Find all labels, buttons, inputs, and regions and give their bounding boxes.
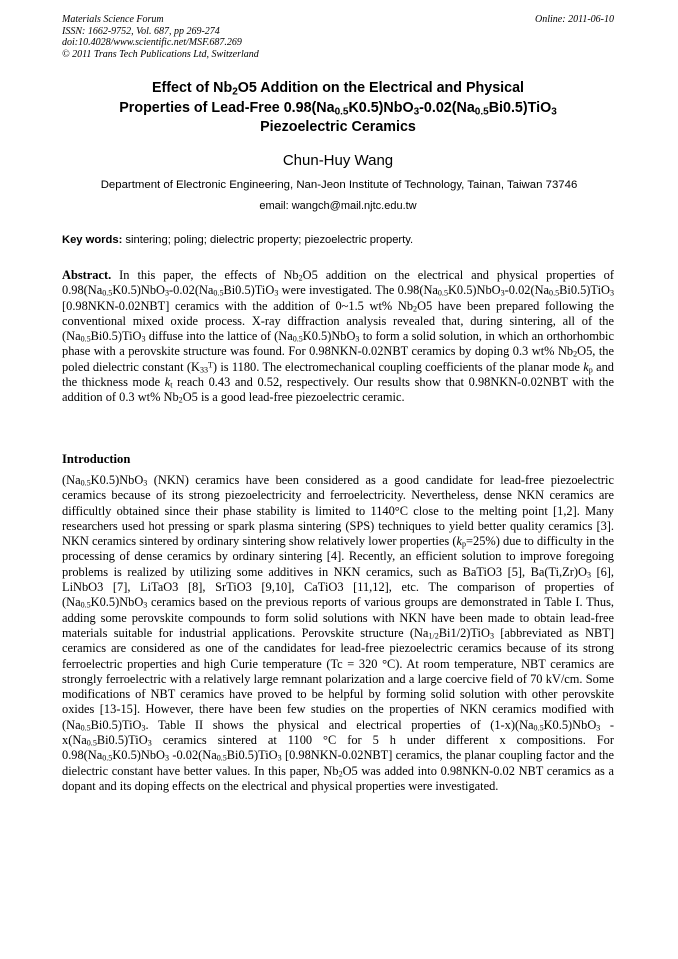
issn-line: ISSN: 1662-9752, Vol. 687, pp 269-274 — [62, 25, 220, 37]
online-date: Online: 2011-06-10 — [535, 14, 614, 25]
copyright-line: © 2011 Trans Tech Publications Ltd, Switzerland — [62, 48, 259, 60]
title-line-2: Properties of Lead-Free $0.98(Na_{0.5}K0.5)NbO_3-0.02(Na_{0.5}Bi0.5)TiO_3$ — [119, 99, 557, 117]
introduction-text: $(Na_{0.5}K0.5)NbO_3$ (NKN) ceramics have been considered as a good candidate for lead-free piezoelectric ceramics because of its strong piezoelectricity and ferroelectricity. Nevertheless, dense NKN ceramics are difficultly obtained since their phase stability is limited to 1140°C close to the melting point [1,2]. Many researchers used hot pressing or spark plasma sintering (SPS) techniques to yield better quality ceramics [3]. NKN ceramics sintered by ordinary sintering show relatively lower properties $(k_p=25\%)$ due to difficulty in the processing of dense ceramics by ordinary sintering [4]. Recently, an efficient solution to improve foregoing problems is realized by utilizing some additives in NKN ceramics, such as BaTiO3 [5], $Ba(Ti,Zr)O_3$ [6], LiNbO3 [7], LiTaO3 [8], SrTiO3 [9,10], CaTiO3 [11,12], etc. The comparison of properties of $(Na_{0.5}K0.5)NbO_3$ ceramics based on the previous reports of various groups are demonstrated in Table I. Thus, adding some perovskite compounds to form solid solutions with NKN have been made to obtain lead-free materials suitable for industrial applications. Perovskite structure $(Na_{1/2}Bi1/2)TiO_3$ [abbreviated as NBT] ceramics are considered as one of the candidates for lead-free piezoelectric ceramics because of its strong ferroelectric properties and high Curie temperature (Tc = 320 °C). At room temperature, NBT ceramics are strongly ferroelectric with a relatively large remnant polarization and a large coercive field of 70 kV/cm. Some modifications of NBT ceramics have proved to be helpful by forming solid solution with other perovskite oxides [13-15]. However, there have been few studies on the properties of NKN ceramics modified with $(Na_{0.5}Bi0.5)TiO_3$. Table II shows the physical and electrical properties of $(1-x)(Na_{0.5}K0.5)NbO_3$ $-x(Na_{0.5}Bi0.5)TiO_3$ ceramics sintered at 1100 °C for 5 h under different x compositions. For $0.98(Na_{0.5}K0.5)NbO_3$ $-0.02(Na_{0.5}Bi0.5)TiO_3$ [0.98NKN-0.02NBT] ceramics, the planar coupling factor and the dielectric constant have better values. In this paper, $Nb_2O5$ was added into 0.98NKN-0.02 NBT ceramics as a dopant and its doping effects on the electrical and physical properties were investigated. — [62, 473, 615, 793]
keywords-text: sintering; poling; dielectric property; piezoelectric property. — [122, 234, 414, 246]
keywords-label: Key words: — [62, 234, 123, 246]
paper-title — [62, 79, 614, 138]
abstract-label: Abstract. — [62, 268, 112, 282]
title-line-3: Piezoelectric Ceramics — [260, 119, 416, 135]
keywords — [62, 234, 413, 246]
journal-header — [62, 14, 259, 60]
author-affiliation: Department of Electronic Engineering, Nan-Jeon Institute of Technology, Tainan, Taiwan 73746 — [100, 179, 578, 191]
doi-line: doi:10.4028/www.scientific.net/MSF.687.269 — [62, 37, 242, 48]
abstract — [62, 268, 614, 406]
abstract-text: In this paper, the effects of $Nb_2O5$ addition on the electrical and physical properties of $0.98(Na_{0.5}K0.5)NbO_3-0.02(Na_{0.5}Bi0.5)TiO_3$ were investigated. The $0.98(Na_{0.5}K0.5)NbO_3-0.02(Na_{0.5}Bi0.5)TiO_3$ [0.98NKN-0.02NBT] ceramics with the addition of 0~1.5 wt% $Nb_2O5$ have been prepared following the conventional mixed oxide process. X-ray diffraction analysis revealed that, during sintering, all of the $(Na_{0.5}Bi0.5)TiO_3$ diffuse into the lattice of $(Na_{0.5}K0.5)NbO_3$ to form a solid solution, in which an orthorhombic phase with a perovskite structure was found. For 0.98NKN-0.02NBT ceramics by doping 0.3 wt% $Nb_2O5$, the poled dielectric constant $(K_{33}^T)$ is 1180. The electromechanical coupling coefficients of the planar mode $k_p$ and the thickness mode $k_t$ reach 0.43 and 0.52, respectively. Our results show that 0.98NKN-0.02NBT with the addition of 0.3 wt% $Nb_2O5$ is a good lead-free piezoelectric ceramic. — [62, 268, 615, 405]
introduction-heading: Introduction — [62, 452, 131, 466]
title-line-1: Effect of $Nb_2O5$ Addition on the Electrical and Physical — [151, 80, 525, 98]
author-email: email: wangch@mail.njtc.edu.tw — [259, 200, 417, 212]
journal-name: Materials Science Forum — [62, 14, 164, 25]
author-name: Chun-Huy Wang — [282, 152, 394, 169]
